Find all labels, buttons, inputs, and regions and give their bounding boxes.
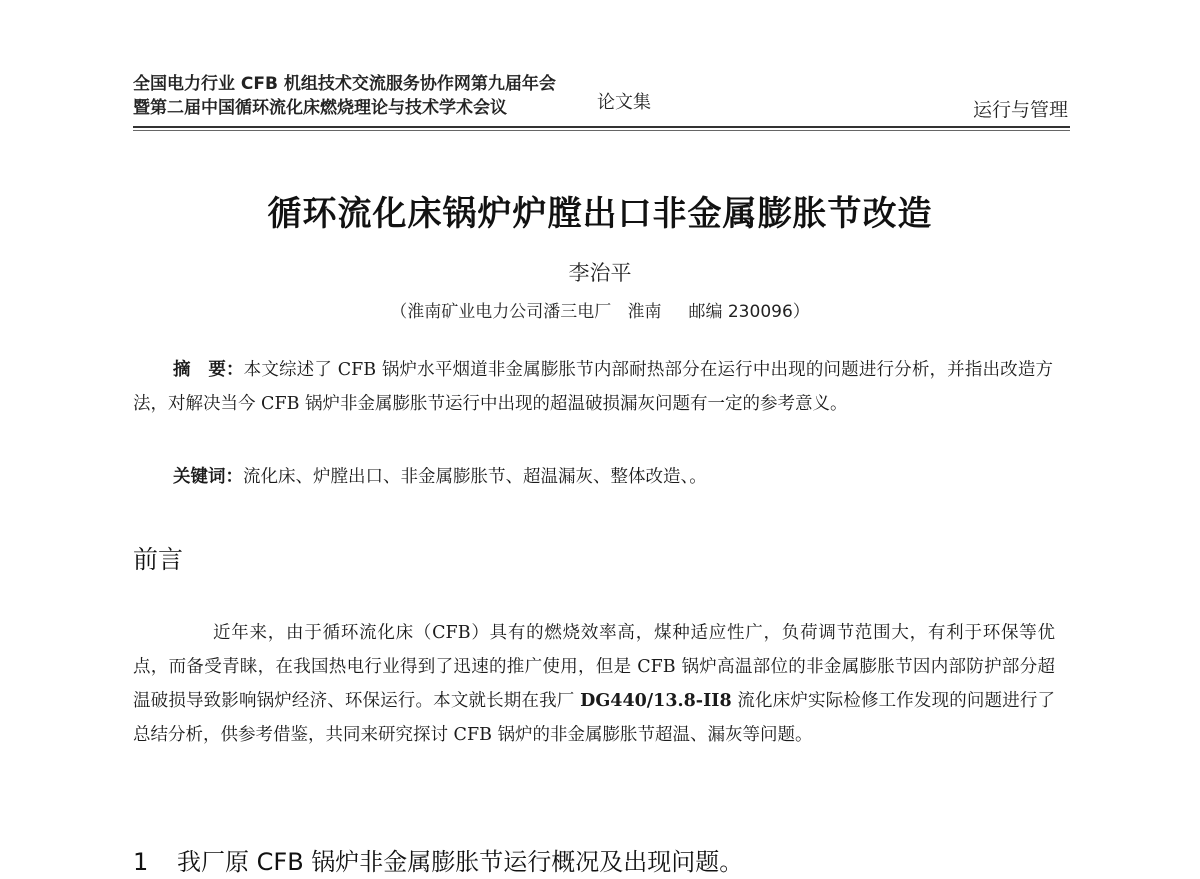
proceedings-label: 论文集 (597, 92, 651, 113)
abstract-text: 本文综述了 CFB 锅炉水平烟道非金属膨胀节内部耐热部分在运行中出现的问题进行分析，并指出改造方法，对解决当今 CFB 锅炉非金属膨胀节运行中出现的超温破损漏灰问题有一定的参考意义。 (133, 360, 1054, 414)
header-rule (133, 126, 1070, 128)
section-category: 运行与管理 (972, 99, 1068, 121)
proceedings-header (133, 72, 556, 120)
section-1-heading (133, 842, 743, 877)
keywords-text: 流化床、炉膛出口、非金属膨胀节、超温漏灰、整体改造、。 (243, 467, 707, 487)
keywords-label: 关键词： (173, 467, 243, 487)
abstract (133, 353, 1053, 421)
boiler-model: DG440/13.8-II8 (580, 691, 732, 711)
preface-text-part2: 流化床炉实际检修工作发现的问题进行了总结分析，供参考借鉴，共同来研究探讨 CFB 锅炉的非金属膨胀节超温、漏灰等问题。 (133, 691, 1056, 745)
preface-heading: 前言 (133, 545, 184, 574)
conference-name-line1: 全国电力行业 CFB 机组技术交流服务协作网第九届年会 (133, 74, 556, 94)
abstract-label: 摘 要： (173, 360, 244, 380)
section-1-number: 1 (133, 848, 149, 876)
paper-title: 循环流化床锅炉炉膛出口非金属膨胀节改造 (267, 194, 933, 234)
author-name: 李治平 (568, 261, 632, 285)
author-affiliation: （淮南矿业电力公司潘三电厂 淮南 邮编 230096） (390, 302, 810, 322)
preface-paragraph (133, 616, 1055, 752)
preface-text-part1: 近年来，由于循环流化床（CFB）具有的燃烧效率高，煤种适应性广，负荷调节范围大，有利于环保等优点，而备受青睐，在我国热电行业得到了迅速的推广使用，但是 CFB 锅炉高温部位的非金属膨胀节因内部防护部分超温破损导致影响锅炉经济、环保运行。本文就长期在我厂 (133, 623, 1055, 711)
header-rule-thin (133, 130, 1070, 131)
section-1-title: 我厂原 CFB 锅炉非金属膨胀节运行概况及出现问题。 (177, 848, 744, 876)
keywords (173, 462, 1053, 492)
conference-name-line2: 暨第二届中国循环流化床燃烧理论与技术学术会议 (133, 98, 507, 118)
